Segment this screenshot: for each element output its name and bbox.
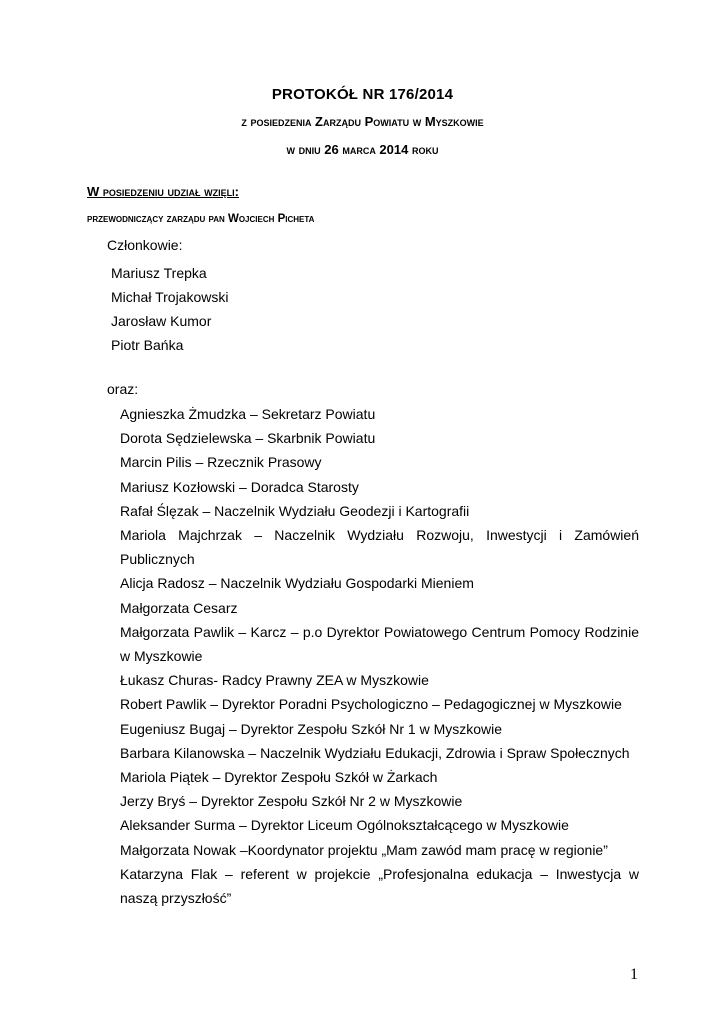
- list-item: Jerzy Bryś – Dyrektor Zespołu Szkół Nr 2 w Myszkowie: [120, 793, 463, 810]
- attendees-heading: W posiedzeniu udział wzięli:: [87, 184, 239, 199]
- list-item: Robert Pawlik – Dyrektor Poradni Psychologiczno – Pedagogicznej w Myszkowie: [120, 696, 622, 713]
- list-item: Katarzyna Flak – referent w projekcie „Profesjonalna edukacja – Inwestycja w naszą przyszłość”: [120, 865, 639, 907]
- list-item: Eugeniusz Bugaj – Dyrektor Zespołu Szkół Nr 1 w Myszkowie: [120, 720, 503, 737]
- list-item: Michał Trojakowski: [111, 289, 229, 305]
- list-item: Mariusz Kozłowski – Doradca Starosty: [120, 478, 359, 495]
- list-item: Agnieszka Żmudzka – Sekretarz Powiatu: [120, 406, 376, 422]
- list-item: Małgorzata Cesarz: [120, 599, 238, 616]
- others-list: [120, 402, 639, 910]
- members-list: [111, 261, 228, 357]
- list-item: Marcin Pilis – Rzecznik Prasowy: [120, 454, 322, 471]
- members-label: Członkowie:: [107, 237, 183, 253]
- list-item: Piotr Bańka: [111, 337, 184, 353]
- list-item: Mariola Majchrzak – Naczelnik Wydziału Rozwoju, Inwestycji i Zamówień Publicznych: [120, 527, 639, 568]
- others-label: oraz:: [107, 381, 139, 397]
- list-item: Alicja Radosz – Naczelnik Wydziału Gospodarki Mieniem: [120, 575, 474, 592]
- list-item: Łukasz Churas- Radcy Prawny ZEA w Myszkowie: [120, 672, 429, 689]
- list-item: Małgorzata Nowak –Koordynator projektu „Mam zawód mam pracę w regionie”: [120, 841, 608, 858]
- meeting-date: w dniu 26 marca 2014 roku: [286, 142, 439, 157]
- chairman-line: przewodniczący zarządu pan Wojciech Picheta: [87, 213, 315, 225]
- list-item: Mariusz Trepka: [111, 265, 207, 281]
- document-subtitle: z posiedzenia Zarządu Powiatu w Myszkowie: [241, 114, 484, 129]
- list-item: Dorota Sędzielewska – Skarbnik Powiatu: [120, 430, 376, 447]
- list-item: Mariola Piątek – Dyrektor Zespołu Szkół w Żarkach: [120, 769, 438, 786]
- list-item: Barbara Kilanowska – Naczelnik Wydziału Edukacji, Zdrowia i Spraw Społecznych: [120, 744, 630, 761]
- list-item: Rafał Ślęzak – Naczelnik Wydziału Geodezji i Kartografii: [120, 502, 470, 519]
- page-number: 1: [630, 966, 638, 983]
- list-item: Małgorzata Pawlik – Karcz – p.o Dyrektor Powiatowego Centrum Pomocy Rodzinie w Myszkowie: [120, 623, 639, 665]
- document-title: PROTOKÓŁ NR 176/2014: [271, 86, 454, 103]
- list-item: Aleksander Surma – Dyrektor Liceum Ogólnokształcącego w Myszkowie: [120, 817, 569, 834]
- list-item: Jarosław Kumor: [111, 313, 212, 329]
